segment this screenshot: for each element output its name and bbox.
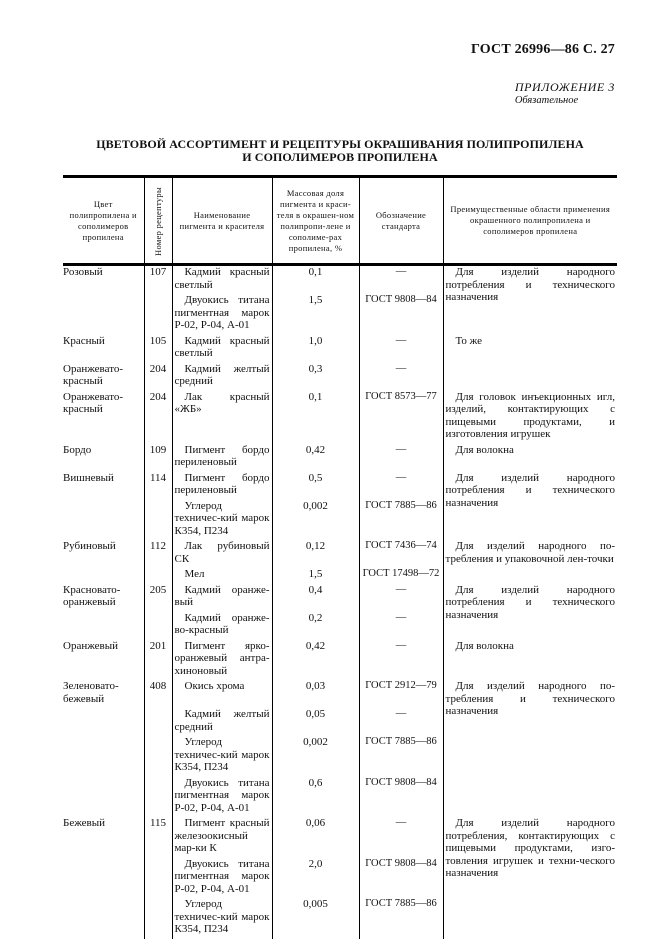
- cell-standard: ГОСТ 7885—86: [359, 500, 443, 541]
- cell-mass-fraction: 0,6: [308, 776, 323, 789]
- cell-pigment: Углерод техничес-кий марок К354, П234: [172, 736, 272, 777]
- col-header-color: Цвет полипропилена и сополимеров пропилена: [63, 177, 144, 265]
- cell-color: [63, 612, 144, 640]
- cell-pigment: Углерод техничес-кий марок К354, П234: [172, 898, 272, 939]
- table-row: [63, 540, 617, 568]
- cell-standard: —: [359, 472, 443, 500]
- cell-standard: ГОСТ 7885—86: [359, 898, 443, 939]
- cell-pigment: Кадмий желтый средний: [172, 708, 272, 736]
- cell-color: [63, 500, 144, 541]
- cell-recipe-number: 205: [144, 584, 172, 612]
- table-header-row: [63, 177, 617, 265]
- cell-standard: —: [359, 335, 443, 363]
- cell-color: [63, 736, 144, 777]
- cell-color: Красновато-оранжевый: [63, 583, 121, 608]
- cell-recipe-number: [144, 294, 172, 335]
- cell-standard: —: [359, 708, 443, 736]
- col-header-pigment: Наименование пигмента и красителя: [172, 177, 272, 265]
- cell-mass-fraction: 1,5: [308, 294, 323, 306]
- table-title: [63, 138, 617, 164]
- cell-application: Для изделий народного потребления и технического назначения: [445, 471, 615, 509]
- cell-mass-fraction: 0,2: [308, 611, 323, 624]
- cell-recipe-number: 105: [144, 335, 172, 363]
- cell-pigment: Кадмий желтый средний: [172, 363, 272, 391]
- col-header-mass-fraction: Массовая доля пигмента и краси-теля в окрашен-ном полипропи-лене и сополиме-рах пропилена, %: [272, 177, 359, 265]
- cell-mass-fraction: 0,005: [303, 898, 328, 910]
- cell-mass-fraction: 2,0: [308, 857, 323, 870]
- cell-mass-fraction: 0,5: [308, 471, 323, 484]
- cell-color: Вишневый: [63, 471, 114, 484]
- cell-standard: ГОСТ 17498—72: [359, 568, 443, 584]
- cell-pigment: Кадмий красный светлый: [172, 335, 272, 363]
- col-header-standard: Обозначение стандарта: [359, 177, 443, 265]
- cell-application: Для изделий народного потребления и технического назначения: [445, 583, 615, 621]
- table-row: [63, 472, 617, 500]
- cell-pigment: Лак рубиновый СК: [172, 540, 272, 568]
- cell-mass-fraction: 0,002: [303, 736, 328, 748]
- cell-color: [63, 858, 144, 899]
- title-line-1: ЦВЕТОВОЙ АССОРТИМЕНТ И РЕЦЕПТУРЫ ОКРАШИВАНИЯ ПОЛИПРОПИЛЕНА: [96, 137, 584, 151]
- cell-application: Для изделий народного потребления, контактирующих с пищевыми продуктами, изго-товления игрушек и техни-ческого назначения: [445, 817, 615, 879]
- col-header-application: Преимущественные области применения окрашенного полипропилена и сополимеров пропилена: [443, 177, 617, 265]
- cell-standard: ГОСТ 7885—86: [359, 736, 443, 777]
- cell-recipe-number: [144, 612, 172, 640]
- cell-recipe-number: [144, 777, 172, 818]
- appendix-label: ПРИЛОЖЕНИЕ 3: [514, 80, 615, 94]
- cell-color: Оранжевато-красный: [63, 390, 124, 415]
- cell-standard: ГОСТ 9808—84: [359, 294, 443, 335]
- cell-standard: —: [359, 363, 443, 391]
- cell-mass-fraction: 0,4: [308, 583, 323, 596]
- cell-pigment: Кадмий оранже-во-красный: [172, 612, 272, 640]
- cell-standard: —: [359, 444, 443, 472]
- cell-pigment: Двуокись титана пигментная марок Р-02, Р-04, А-01: [172, 858, 272, 899]
- cell-recipe-number: 204: [144, 391, 172, 444]
- cell-standard: ГОСТ 9808—84: [359, 858, 443, 899]
- table-row: [63, 335, 617, 363]
- cell-color: [63, 777, 144, 818]
- cell-color: Красный: [63, 334, 105, 347]
- cell-standard: ГОСТ 8573—77: [359, 391, 443, 444]
- cell-application: Для головок инъекционных игл, изделий, контактирующих с пищевыми продуктами, и изготовления игрушек: [445, 390, 615, 440]
- cell-recipe-number: 408: [144, 680, 172, 708]
- cell-color: Оранжевый: [63, 639, 119, 652]
- table-row: [63, 363, 617, 391]
- cell-application: Для изделий народного по-требления и упаковочной лен-точки: [445, 540, 615, 565]
- table-row: [63, 444, 617, 472]
- cell-mass-fraction: 1,5: [308, 568, 323, 580]
- color-recipe-table: [63, 175, 617, 939]
- cell-standard: ГОСТ 9808—84: [359, 777, 443, 818]
- cell-recipe-number: 204: [144, 363, 172, 391]
- cell-application: Для волокна: [455, 639, 514, 652]
- cell-application: Для изделий народного потребления и технического назначения: [445, 266, 615, 303]
- cell-mass-fraction: 0,03: [305, 680, 326, 692]
- cell-mass-fraction: 0,002: [303, 499, 328, 512]
- standard-page-number: ГОСТ 26996—86 С. 27: [471, 42, 615, 57]
- cell-color: Розовый: [63, 266, 103, 278]
- table-row: [63, 817, 617, 858]
- cell-recipe-number: [144, 736, 172, 777]
- cell-mass-fraction: 0,42: [305, 443, 326, 456]
- cell-pigment: Пигмент бордо периленовый: [172, 472, 272, 500]
- cell-color: Оранжевато-красный: [63, 362, 124, 387]
- table-row: [63, 265, 617, 295]
- cell-mass-fraction: 0,06: [305, 817, 326, 829]
- cell-color: Зеленовато-бежевый: [63, 680, 119, 705]
- cell-standard: —: [359, 584, 443, 612]
- cell-color: [63, 294, 144, 335]
- cell-standard: —: [359, 640, 443, 681]
- cell-mass-fraction: 0,05: [305, 708, 326, 720]
- cell-application: Для волокна: [455, 443, 514, 456]
- cell-color: Рубиновый: [63, 540, 116, 552]
- cell-pigment: Пигмент ярко-оранжевый антра-хиноновый: [172, 640, 272, 681]
- cell-color: [63, 568, 144, 584]
- cell-mass-fraction: 0,42: [305, 639, 326, 652]
- cell-recipe-number: [144, 708, 172, 736]
- table-row: [63, 391, 617, 444]
- cell-pigment: Лак красный «ЖБ»: [172, 391, 272, 444]
- cell-mass-fraction: 0,12: [305, 540, 326, 552]
- cell-pigment: Пигмент бордо периленовый: [172, 444, 272, 472]
- cell-mass-fraction: 0,1: [308, 390, 323, 403]
- cell-pigment: Окись хрома: [172, 680, 272, 708]
- cell-recipe-number: 115: [144, 817, 172, 858]
- table-row: [63, 680, 617, 708]
- cell-recipe-number: 109: [144, 444, 172, 472]
- cell-pigment: Пигмент красный железоокисный мар-ки К: [172, 817, 272, 858]
- cell-recipe-number: 201: [144, 640, 172, 681]
- cell-recipe-number: [144, 500, 172, 541]
- cell-pigment: Мел: [172, 568, 272, 584]
- cell-recipe-number: [144, 898, 172, 939]
- cell-standard: —: [359, 265, 443, 295]
- table-row: [63, 640, 617, 681]
- cell-mass-fraction: 1,0: [308, 334, 323, 347]
- cell-color: Бежевый: [63, 817, 106, 829]
- cell-pigment: Кадмий оранже-вый: [172, 584, 272, 612]
- cell-pigment: Двуокись титана пигментная марок Р-02, Р-04, А-01: [172, 777, 272, 818]
- cell-mass-fraction: 0,1: [308, 266, 323, 278]
- cell-application: То же: [455, 334, 482, 347]
- cell-recipe-number: [144, 858, 172, 899]
- cell-pigment: Двуокись титана пигментная марок Р-02, Р-04, А-01: [172, 294, 272, 335]
- cell-standard: ГОСТ 2912—79: [359, 680, 443, 708]
- col-header-recipe-number-label: Номер рецептуры: [152, 187, 163, 256]
- cell-recipe-number: 112: [144, 540, 172, 568]
- appendix-status: Обязательное: [514, 95, 579, 106]
- table-body: [63, 265, 617, 939]
- table-row: [63, 584, 617, 612]
- cell-mass-fraction: 0,3: [308, 362, 323, 375]
- cell-color: Бордо: [63, 443, 92, 456]
- cell-application: [443, 363, 617, 391]
- cell-pigment: Углерод техничес-кий марок К354, П234: [172, 500, 272, 541]
- cell-standard: ГОСТ 7436—74: [359, 540, 443, 568]
- cell-standard: —: [359, 817, 443, 858]
- appendix-block: [515, 80, 615, 106]
- cell-recipe-number: 114: [144, 472, 172, 500]
- col-header-recipe-number: [144, 177, 172, 265]
- cell-standard: —: [359, 612, 443, 640]
- cell-recipe-number: [144, 568, 172, 584]
- title-line-2: И СОПОЛИМЕРОВ ПРОПИЛЕНА: [242, 150, 438, 164]
- cell-color: [63, 708, 144, 736]
- cell-color: [63, 898, 144, 939]
- cell-pigment: Кадмий красный светлый: [172, 265, 272, 295]
- cell-application: Для изделий народного по-требления и технического назначения: [445, 680, 615, 717]
- cell-recipe-number: 107: [144, 265, 172, 295]
